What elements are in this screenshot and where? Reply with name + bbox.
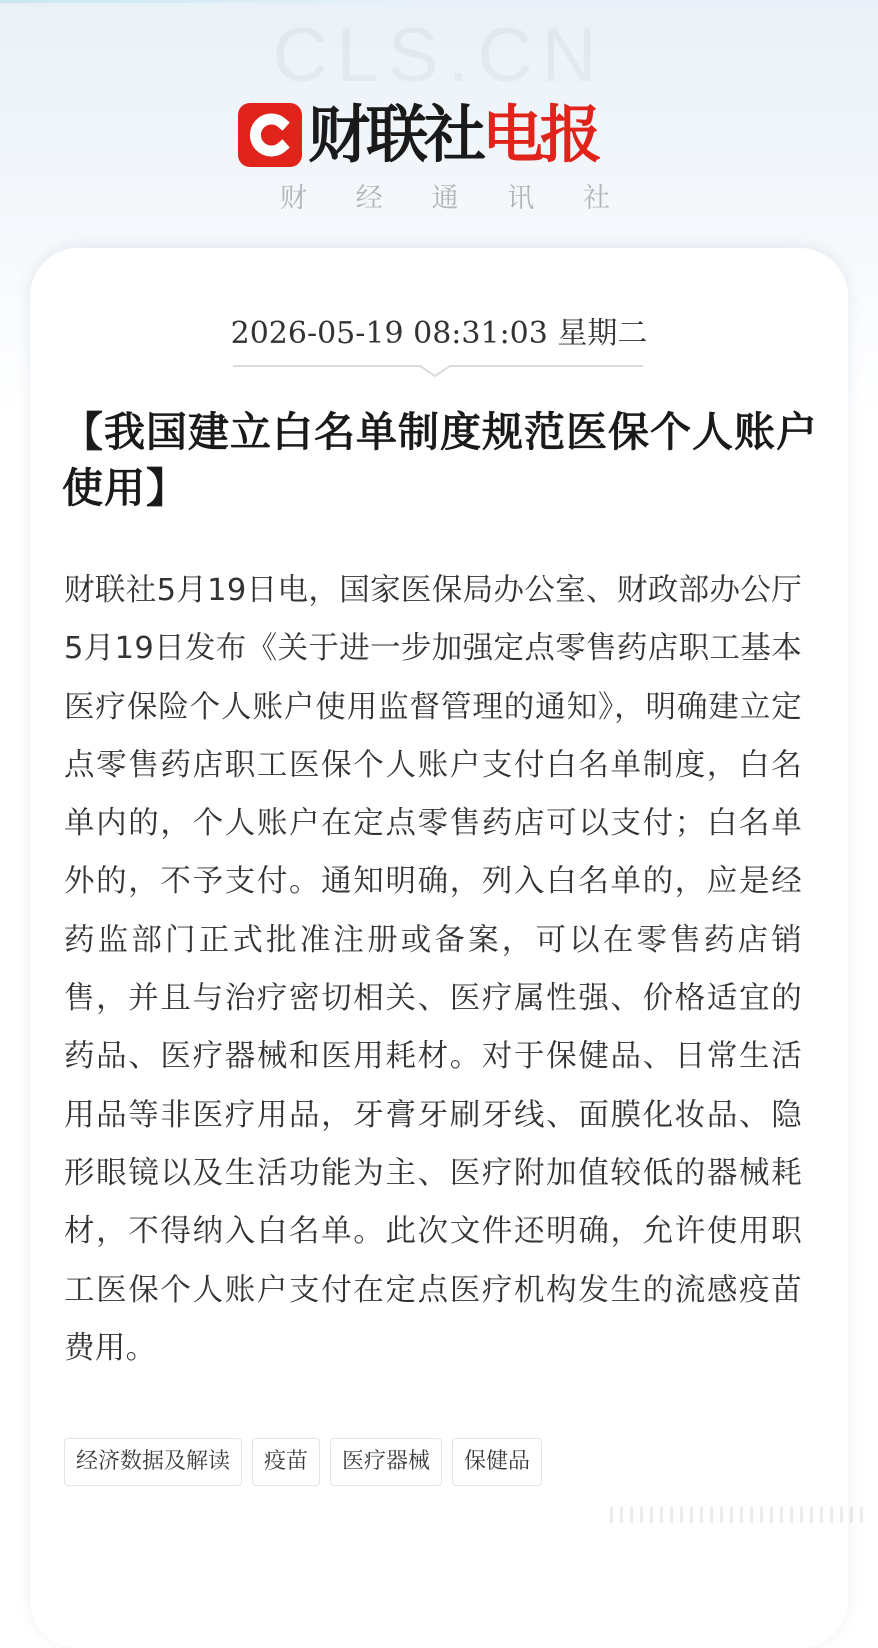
agency-subtitle [280,176,610,215]
article-timestamp: 2026-05-19 08:31:03 星期二 [230,316,648,351]
article-title: 【我国建立白名单制度规范医保个人账户使用】 [62,408,818,512]
agency-char: 社 [583,183,610,214]
article-body: 财联社5月19日电，国家医保局办公室、财政部办公厅5月19日发布《关于进一步加强定点零售药店职工基本医疗保险个人账户使用监督管理的通知》，明确建立定点零售药店职工医保个人账户支付白名单制度，白名单内的，个人账户在定点零售药店可以支付；白名单外的，不予支付。通知明确，列入白名单的，应是经药监部门正式批准注册或备案，可以在零售药店销售，并且与治疗密切相关、医疗属性强、价格适宜的药品、医疗器械和医用耗材。对于保健品、日常生活用品等非医疗用品，牙膏牙刷牙线、面膜化妆品、隐形眼镜以及生活功能为主、医疗附加值较低的器械耗材，不得纳入白名单。此次文件还明确，允许使用职工医保个人账户支付在定点医疗机构发生的流感疫苗费用。 [64,573,802,1366]
tag-medical-devices[interactable]: 医疗器械 [330,1438,442,1486]
agency-char: 讯 [507,183,535,214]
timestamp-divider [233,360,643,380]
agency-char: 财 [280,183,307,214]
tag-health-products[interactable]: 保健品 [452,1438,542,1486]
top-accent-bar [0,0,440,3]
agency-char: 通 [431,183,459,214]
cls-c-logo-icon [238,103,302,167]
faint-watermark-strip [610,1507,868,1523]
brand-suffix: 电报 [482,98,599,171]
brand-name: 财联社 [308,98,483,171]
tag-vaccine[interactable]: 疫苗 [252,1438,320,1486]
tag-economic-data[interactable]: 经济数据及解读 [64,1438,242,1486]
tag-list [64,1438,542,1486]
agency-char: 经 [355,183,383,214]
brand-header [238,100,598,170]
cls-watermark: CLS.CN [272,13,606,98]
